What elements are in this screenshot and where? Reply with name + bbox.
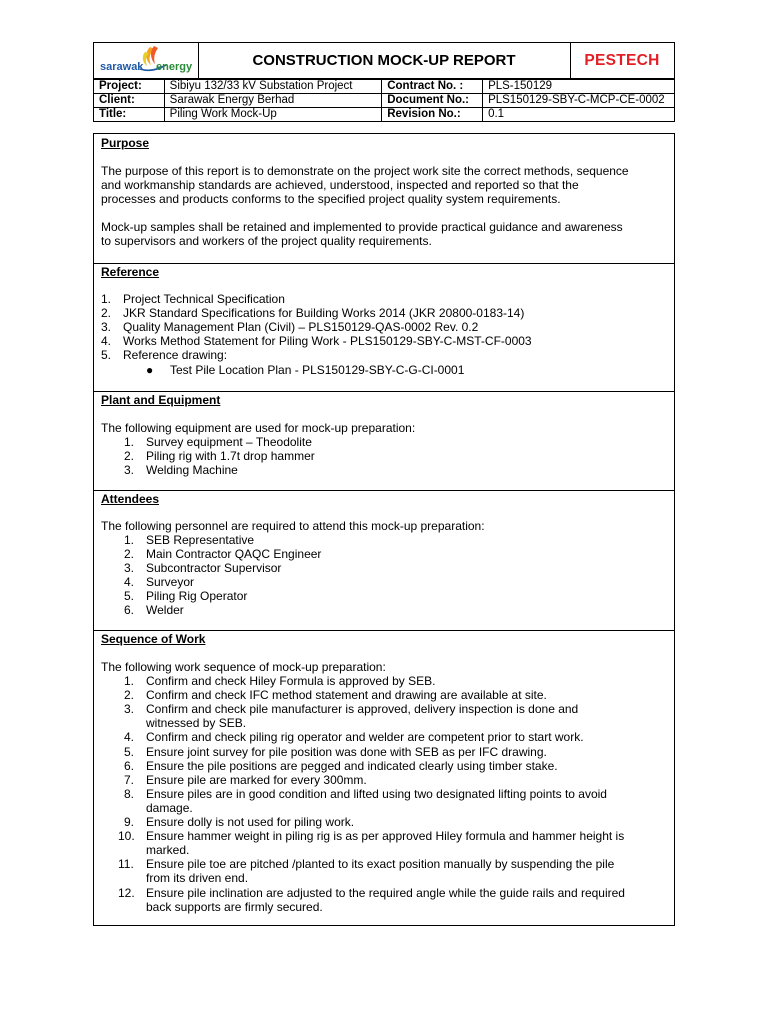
logo-word-energy: energy bbox=[156, 61, 193, 73]
purpose-heading: Purpose bbox=[101, 136, 150, 150]
list-number: 4. bbox=[124, 730, 135, 745]
sequence-intro: The following work sequence of mock-up preparation: bbox=[101, 660, 386, 674]
report-header bbox=[93, 42, 675, 79]
attendee-item: Piling Rig Operator bbox=[146, 589, 248, 603]
purpose-p2-line: Mock-up samples shall be retained and implemented to provide practical guidance and awareness bbox=[101, 220, 623, 234]
sequence-item: marked. bbox=[146, 843, 190, 858]
sequence-item: Ensure dolly is not used for piling work. bbox=[146, 815, 355, 829]
document-value: PLS150129-SBY-C-MCP-CE-0002 bbox=[483, 94, 675, 108]
reference-item: Quality Management Plan (Civil) – PLS150129-QAS-0002 Rev. 0.2 bbox=[123, 320, 479, 334]
list-number: 4. bbox=[124, 575, 135, 589]
reference-item: Project Technical Specification bbox=[123, 292, 285, 306]
attendee-item: Welder bbox=[146, 603, 184, 617]
attendee-item: Surveyor bbox=[146, 575, 195, 589]
attendees-heading: Attendees bbox=[101, 492, 160, 506]
project-label: Project: bbox=[94, 80, 165, 94]
report-title: CONSTRUCTION MOCK-UP REPORT bbox=[198, 43, 571, 78]
client-value: Sarawak Energy Berhad bbox=[164, 94, 382, 108]
list-number: 3. bbox=[101, 320, 112, 334]
list-number: 7. bbox=[124, 772, 135, 787]
contract-label: Contract No. : bbox=[382, 80, 483, 94]
list-number: 6. bbox=[124, 603, 135, 617]
reference-heading: Reference bbox=[101, 265, 160, 279]
list-number: 2. bbox=[124, 688, 135, 703]
sequence-item: Confirm and check Hiley Formula is approved by SEB. bbox=[146, 674, 436, 688]
sequence-item: Confirm and check pile manufacturer is approved, delivery inspection is done and bbox=[146, 702, 579, 717]
contract-value: PLS-150129 bbox=[483, 80, 675, 94]
revision-label: Revision No.: bbox=[382, 108, 483, 122]
report-body bbox=[93, 133, 675, 926]
document-label: Document No.: bbox=[382, 94, 483, 108]
plant-item: Survey equipment – Theodolite bbox=[146, 435, 312, 449]
attendee-item: Subcontractor Supervisor bbox=[146, 561, 282, 575]
sequence-item: Ensure pile are marked for every 300mm. bbox=[146, 772, 367, 787]
purpose-paragraph-1 bbox=[101, 164, 671, 207]
list-number: 1. bbox=[124, 533, 135, 547]
list-number: 4. bbox=[101, 334, 112, 348]
list-number: 11. bbox=[118, 857, 134, 872]
list-number: 1. bbox=[124, 674, 135, 688]
sequence-item: Ensure pile inclination are adjusted to the required angle while the guide rails and required bbox=[146, 885, 625, 900]
list-number: 3. bbox=[124, 561, 135, 575]
attendee-item: SEB Representative bbox=[146, 533, 255, 547]
plant-intro: The following equipment are used for mock-up preparation: bbox=[101, 421, 416, 435]
plant-item: Welding Machine bbox=[146, 463, 238, 477]
client-label: Client: bbox=[94, 94, 165, 108]
list-number: 1. bbox=[124, 435, 135, 449]
bullet-icon: ● bbox=[146, 363, 154, 377]
list-number: 2. bbox=[124, 449, 135, 463]
list-number: 2. bbox=[101, 306, 112, 320]
pestech-logo: PESTECH bbox=[584, 52, 660, 69]
sequence-heading: Sequence of Work bbox=[101, 632, 206, 646]
sequence-item: Ensure the pile positions are pegged and indicated clearly using timber stake. bbox=[146, 758, 558, 773]
plant-section bbox=[94, 392, 674, 491]
list-number: 3. bbox=[124, 463, 135, 477]
list-number: 2. bbox=[124, 547, 135, 561]
plant-item: Piling rig with 1.7t drop hammer bbox=[146, 449, 315, 463]
purpose-p2-line: to supervisors and workers of the project quality requirements. bbox=[101, 234, 432, 249]
list-number: 1. bbox=[101, 292, 112, 306]
project-value: Sibiyu 132/33 kV Substation Project bbox=[164, 80, 382, 94]
list-number: 8. bbox=[124, 786, 135, 801]
list-number: 3. bbox=[124, 702, 135, 717]
plant-heading: Plant and Equipment bbox=[101, 393, 221, 407]
reference-sub-item: Test Pile Location Plan - PLS150129-SBY-C-G-CI-0001 bbox=[170, 363, 465, 377]
purpose-section bbox=[94, 134, 674, 264]
list-number: 10. bbox=[118, 829, 135, 844]
reference-section bbox=[94, 264, 674, 392]
purpose-p1-line: and workmanship standards are achieved, understood, inspected and reported so that the bbox=[101, 178, 579, 193]
reference-item: Reference drawing: bbox=[123, 348, 228, 362]
sequence-item: Ensure hammer weight in piling rig is as per approved Hiley formula and hammer height is bbox=[146, 829, 625, 844]
sequence-item: witnessed by SEB. bbox=[146, 716, 247, 731]
logo-word-sarawak: sarawak bbox=[100, 61, 144, 73]
attendee-item: Main Contractor QAQC Engineer bbox=[146, 547, 322, 561]
title-value: Piling Work Mock-Up bbox=[164, 108, 382, 122]
reference-item: Works Method Statement for Piling Work - PLS150129-SBY-C-MST-CF-0003 bbox=[123, 334, 532, 348]
purpose-p1-line: processes and products conforms to the specified project quality system requirements. bbox=[101, 192, 561, 207]
list-number: 5. bbox=[101, 348, 112, 362]
list-number: 12. bbox=[118, 885, 135, 900]
revision-value: 0.1 bbox=[483, 108, 675, 122]
sarawak-energy-logo bbox=[94, 43, 199, 78]
sequence-item: from its driven end. bbox=[146, 871, 249, 886]
purpose-p1-line: The purpose of this report is to demonstrate on the project work site the correct methods, sequence bbox=[101, 164, 629, 178]
sequence-item: Confirm and check IFC method statement and drawing are available at site. bbox=[146, 688, 547, 703]
sequence-item: Confirm and check piling rig operator and welder are competent prior to start work. bbox=[146, 730, 584, 745]
purpose-paragraph-2 bbox=[101, 220, 671, 248]
sequence-item: Ensure joint survey for pile position was done with SEB as per IFC drawing. bbox=[146, 744, 547, 759]
list-number: 5. bbox=[124, 744, 135, 759]
attendees-section bbox=[94, 491, 674, 631]
sequence-item: Ensure piles are in good condition and lifted using two designated lifting points to avoid bbox=[146, 786, 607, 801]
attendees-intro: The following personnel are required to attend this mock-up preparation: bbox=[101, 519, 485, 533]
list-number: 9. bbox=[124, 815, 135, 829]
sequence-item: damage. bbox=[146, 800, 193, 815]
sequence-section bbox=[94, 631, 674, 925]
project-info-table bbox=[93, 79, 675, 122]
sequence-item: Ensure pile toe are pitched /planted to its exact position manually by suspending the pile bbox=[146, 857, 615, 872]
list-number: 6. bbox=[124, 758, 135, 773]
reference-item: JKR Standard Specifications for Building Works 2014 (JKR 20800-0183-14) bbox=[123, 306, 525, 320]
list-number: 5. bbox=[124, 589, 135, 603]
sequence-item: back supports are firmly secured. bbox=[146, 899, 323, 914]
title-label: Title: bbox=[94, 108, 165, 122]
